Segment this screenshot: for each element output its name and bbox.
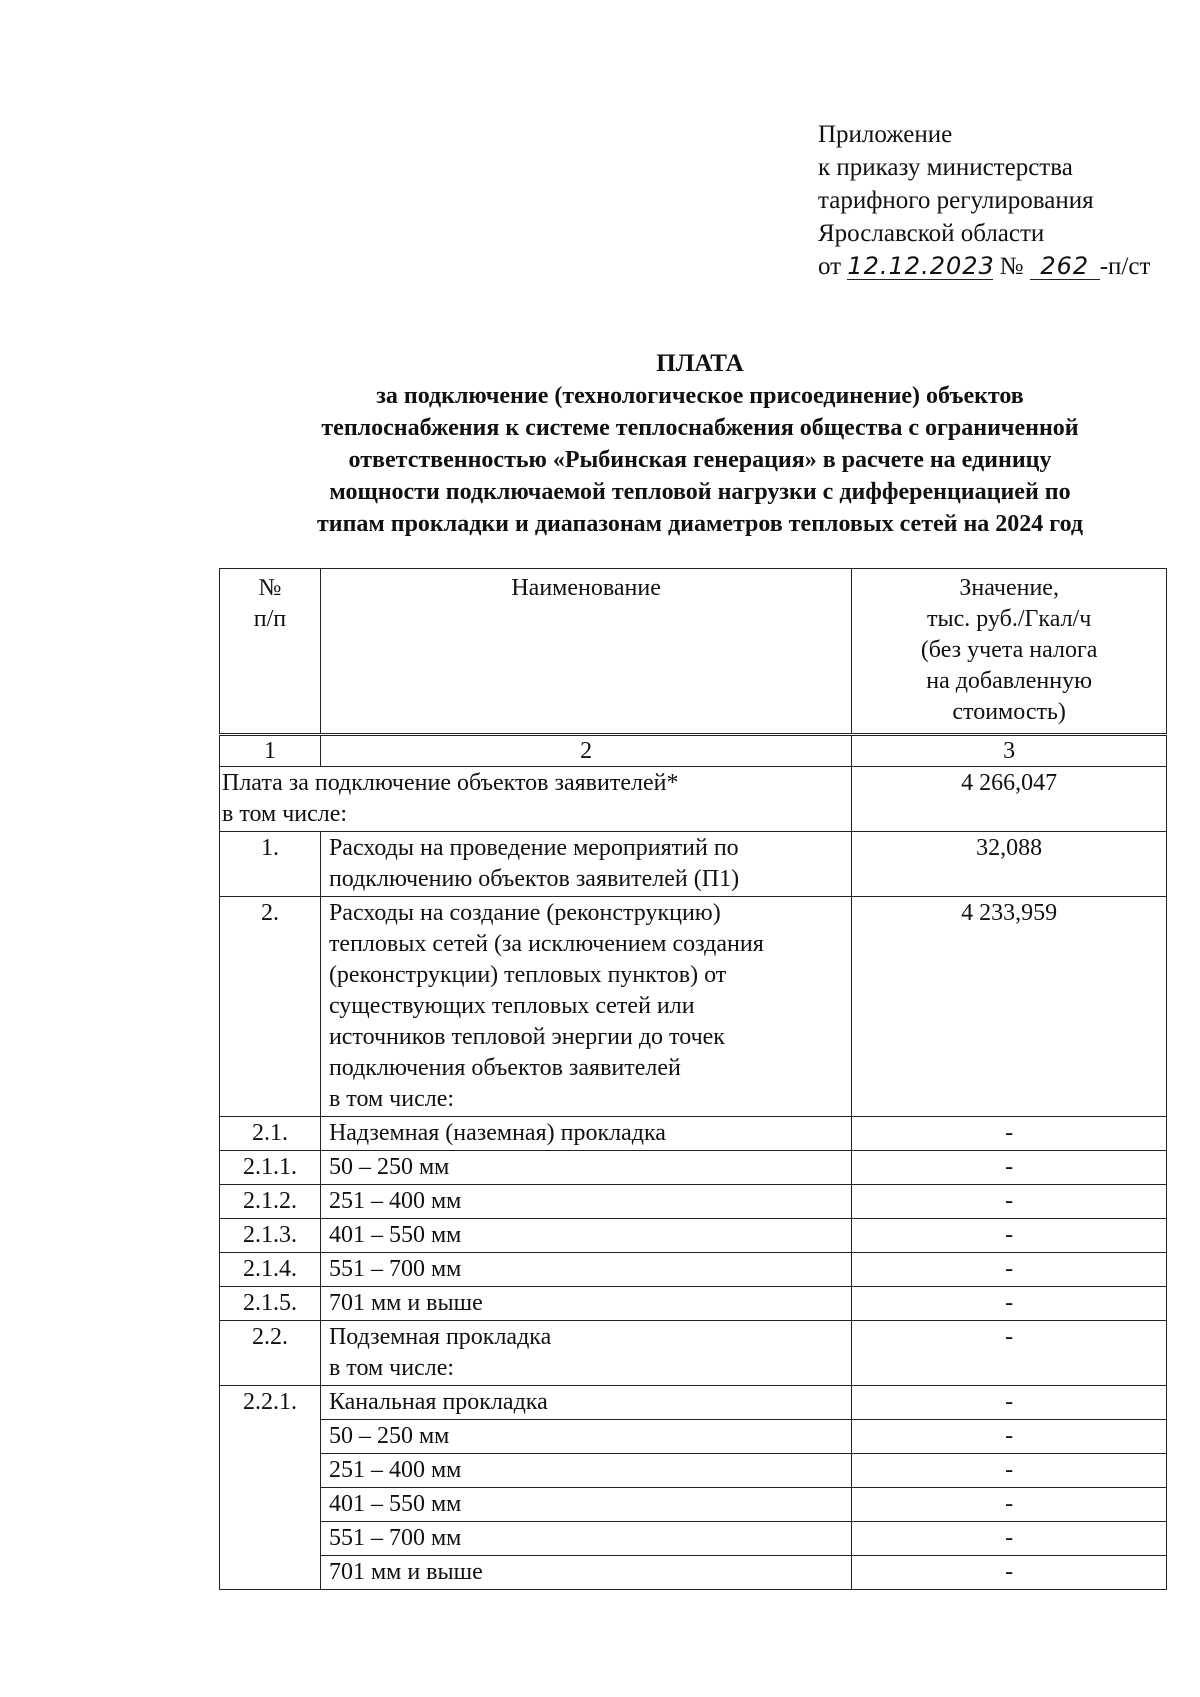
row-number: 2.1.4. (220, 1253, 321, 1287)
title-line: мощности подключаемой тепловой нагрузки с дифференциацией по (329, 479, 1071, 505)
table-row (220, 1321, 1167, 1386)
number-suffix: -п/ст (1099, 253, 1151, 280)
row-name-line: Надземная (наземная) прокладка (328, 1120, 666, 1146)
row-number: 2.1.3. (220, 1219, 321, 1253)
fee-table (219, 568, 1167, 1590)
row-name (320, 1117, 851, 1151)
table-rows (220, 832, 1167, 1590)
row-name-line: подключению объектов заявителей (П1) (328, 866, 740, 892)
row-number: 2.1.2. (220, 1185, 321, 1219)
table-header-row (220, 569, 1167, 735)
row-number: 2.2. (220, 1321, 321, 1386)
header-value-line: на добавленную (926, 668, 1093, 694)
row-name (320, 1151, 851, 1185)
row-name (320, 1321, 851, 1386)
row-value: 4 233,959 (852, 897, 1167, 1117)
document-title (225, 348, 1175, 540)
order-date-line (818, 250, 1150, 283)
row-name-line: в том числе: (328, 1086, 455, 1112)
row-number: 2.1. (220, 1117, 321, 1151)
row-name-line: Подземная прокладка (328, 1324, 552, 1350)
row-number: 2. (220, 897, 321, 1117)
title-line: за подключение (технологическое присоединение) объектов (376, 383, 1024, 409)
row-value: - (852, 1386, 1167, 1420)
row-value: - (852, 1321, 1167, 1386)
appendix-line: к приказу министерства (818, 154, 1073, 181)
row-value: - (852, 1151, 1167, 1185)
row-name-line: тепловых сетей (за исключением создания (328, 931, 764, 957)
table-row (220, 1556, 1167, 1590)
row-name-line: Расходы на проведение мероприятий по (328, 835, 739, 861)
table-row (220, 897, 1167, 1117)
row-name (320, 1253, 851, 1287)
row-value: - (852, 1522, 1167, 1556)
row-name-line: 401 – 550 мм (328, 1222, 462, 1248)
row-name: Канальная прокладка (320, 1386, 851, 1420)
row-name: 551 – 700 мм (320, 1522, 851, 1556)
row-name (320, 897, 851, 1117)
table-row (220, 1522, 1167, 1556)
order-date: 12.12.2023 (847, 252, 995, 280)
total-row (220, 767, 1167, 832)
row-number: 2.1.1. (220, 1151, 321, 1185)
row-name-line: 551 – 700 мм (328, 1256, 462, 1282)
table-row (220, 1287, 1167, 1321)
appendix-block (818, 118, 1150, 283)
row-name-line: подключения объектов заявителей (328, 1055, 681, 1081)
table-row (220, 1420, 1167, 1454)
row-name: 50 – 250 мм (320, 1420, 851, 1454)
header-value (852, 569, 1167, 735)
column-number: 2 (320, 735, 851, 767)
header-value-line: стоимость) (952, 699, 1066, 725)
row-number: 1. (220, 832, 321, 897)
header-value-line: (без учета налога (920, 637, 1098, 663)
row-name (320, 832, 851, 897)
header-value-line: тыс. руб./Гкал/ч (927, 606, 1092, 632)
table-row (220, 1454, 1167, 1488)
row-name-line: 701 мм и выше (328, 1290, 483, 1316)
total-name-line: в том числе: (222, 801, 348, 827)
appendix-line: Ярославской области (818, 220, 1045, 247)
row-value: - (852, 1185, 1167, 1219)
row-name-line: источников тепловой энергии до точек (328, 1024, 725, 1050)
table-row (220, 1386, 1167, 1420)
order-number: 262 (1030, 253, 1100, 280)
number-sign: № (999, 253, 1024, 280)
row-name-line: Расходы на создание (реконструкцию) (328, 900, 721, 926)
row-name (320, 1287, 851, 1321)
total-name-line: Плата за подключение объектов заявителей* (222, 770, 679, 796)
row-name-line: (реконструкции) тепловых пунктов) от (328, 962, 727, 988)
total-name (220, 767, 852, 832)
row-name (320, 1219, 851, 1253)
table-row (220, 1151, 1167, 1185)
column-number: 3 (852, 735, 1167, 767)
row-value: - (852, 1454, 1167, 1488)
table-row (220, 832, 1167, 897)
header-name: Наименование (320, 569, 851, 735)
title-line: теплоснабжения к системе теплоснабжения общества с ограниченной (321, 415, 1079, 441)
row-name-line: в том числе: (328, 1355, 455, 1381)
column-number: 1 (220, 735, 321, 767)
row-name: 251 – 400 мм (320, 1454, 851, 1488)
title-line: типам прокладки и диапазонам диаметров тепловых сетей на 2024 год (316, 511, 1084, 537)
row-name (320, 1185, 851, 1219)
row-name-line: 251 – 400 мм (328, 1188, 462, 1214)
date-prefix: от (818, 253, 842, 280)
row-name: 401 – 550 мм (320, 1488, 851, 1522)
row-number: 2.1.5. (220, 1287, 321, 1321)
total-value: 4 266,047 (852, 767, 1167, 832)
row-value: 32,088 (852, 832, 1167, 897)
appendix-line: Приложение (818, 121, 953, 148)
appendix-line: тарифного регулирования (818, 187, 1094, 214)
header-number-line: п/п (253, 606, 287, 632)
header-number-line: № (258, 575, 282, 601)
header-number (220, 569, 321, 735)
row-value: - (852, 1253, 1167, 1287)
row-name: 701 мм и выше (320, 1556, 851, 1590)
row-value: - (852, 1556, 1167, 1590)
row-value: - (852, 1420, 1167, 1454)
column-number-row (220, 735, 1167, 767)
table-row (220, 1185, 1167, 1219)
title-line: ответственностью «Рыбинская генерация» в расчете на единицу (348, 447, 1052, 473)
row-value: - (852, 1287, 1167, 1321)
table-row (220, 1117, 1167, 1151)
header-value-line: Значение, (959, 575, 1059, 601)
row-value: - (852, 1117, 1167, 1151)
row-value: - (852, 1219, 1167, 1253)
row-name-line: 50 – 250 мм (328, 1154, 450, 1180)
table-row (220, 1488, 1167, 1522)
title-main: ПЛАТА (656, 350, 744, 377)
row-number: 2.2.1. (220, 1386, 321, 1590)
row-name-line: существующих тепловых сетей или (328, 993, 695, 1019)
table-row (220, 1219, 1167, 1253)
row-value: - (852, 1488, 1167, 1522)
table-row (220, 1253, 1167, 1287)
